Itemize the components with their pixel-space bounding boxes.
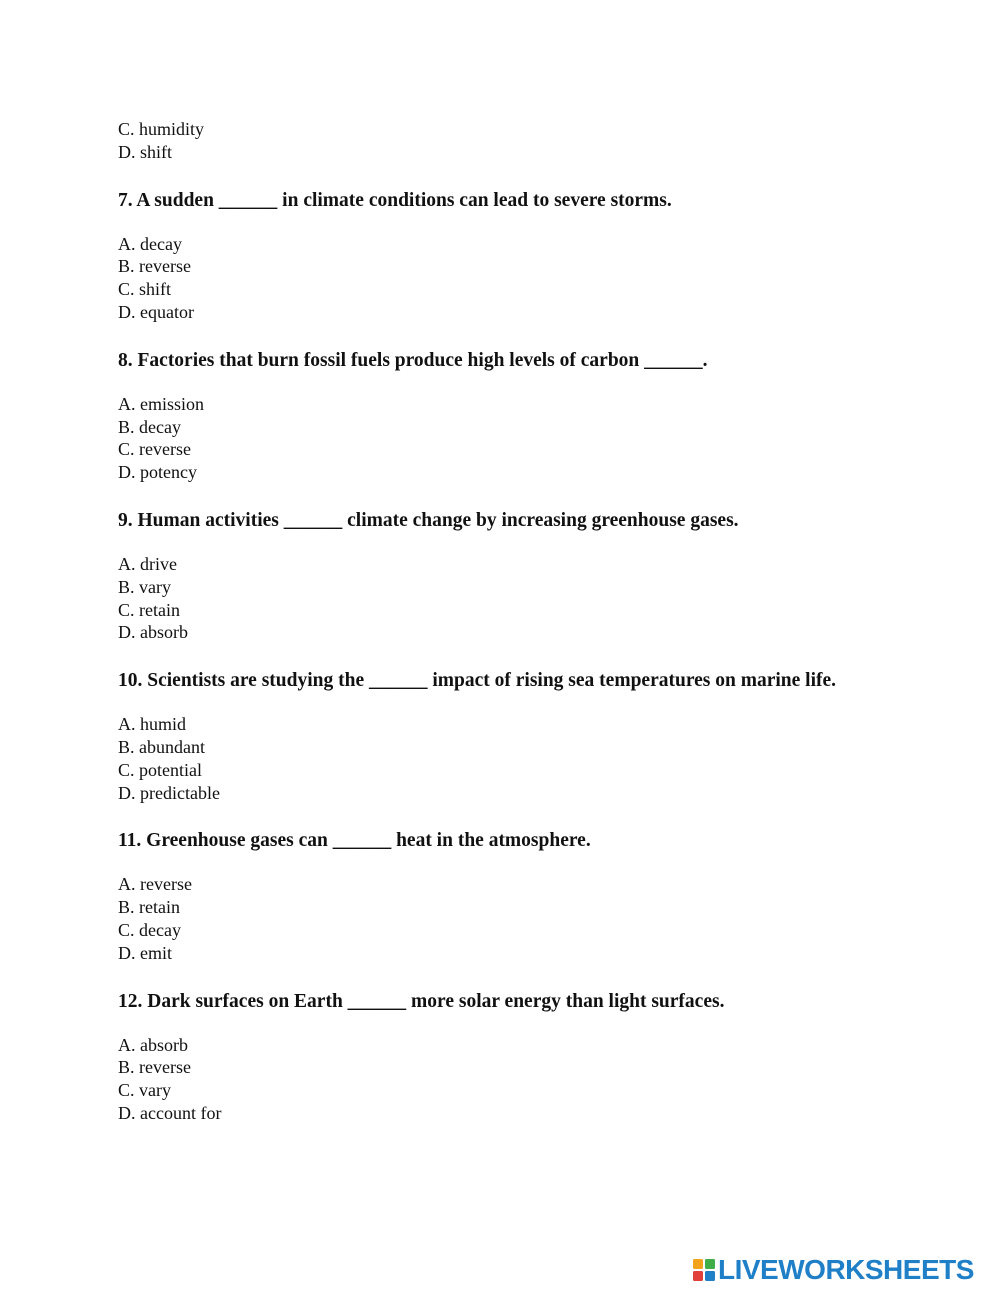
question-text: 8. Factories that burn fossil fuels produce high levels of carbon ______. <box>118 349 708 371</box>
question-text: 9. Human activities ______ climate change by increasing greenhouse gases. <box>118 509 739 531</box>
option-d: D. account for <box>118 1102 222 1123</box>
question-text: 7. A sudden ______ in climate conditions can lead to severe storms. <box>118 189 672 211</box>
option-c: C. reverse <box>118 439 191 460</box>
question-text: 11. Greenhouse gases can ______ heat in the atmosphere. <box>118 830 591 852</box>
option-a: A. humid <box>118 714 187 735</box>
option-text: D. shift <box>118 141 172 162</box>
option-b: B. decay <box>118 416 181 437</box>
answer-options <box>118 873 878 964</box>
option-b: B. reverse <box>118 256 191 277</box>
question-7 <box>118 188 878 324</box>
question-12 <box>118 989 878 1125</box>
option-c: C. decay <box>118 919 181 940</box>
option-a: A. drive <box>118 553 177 574</box>
liveworksheets-logo <box>693 1255 974 1285</box>
option-d: D. potency <box>118 462 197 483</box>
worksheet-page <box>118 118 878 1125</box>
answer-options <box>118 713 878 804</box>
question-8 <box>118 348 878 484</box>
answer-options <box>118 1034 878 1125</box>
liveworksheets-logo-icon <box>693 1259 715 1281</box>
option-b: B. retain <box>118 897 180 918</box>
question-10 <box>118 668 878 804</box>
option-c: C. potential <box>118 759 202 780</box>
question-11 <box>118 828 878 964</box>
option-d: D. predictable <box>118 782 220 803</box>
option-a: A. decay <box>118 233 182 254</box>
answer-options <box>118 553 878 644</box>
leading-options <box>118 118 878 164</box>
option-c: C. retain <box>118 599 180 620</box>
question-9 <box>118 508 878 644</box>
question-text: 10. Scientists are studying the ______ impact of rising sea temperatures on marine life. <box>118 670 837 692</box>
option-d: D. equator <box>118 301 194 322</box>
answer-options <box>118 233 878 324</box>
option-a: A. emission <box>118 393 205 414</box>
brand-name: LIVEWORKSHEETS <box>718 1254 974 1285</box>
option-text: C. humidity <box>118 119 205 139</box>
option-a: A. reverse <box>118 874 192 895</box>
option-b: B. reverse <box>118 1057 191 1078</box>
option-c: C. shift <box>118 279 172 300</box>
option-b: B. vary <box>118 576 171 597</box>
option-c: C. vary <box>118 1080 171 1101</box>
option-d: D. absorb <box>118 622 188 643</box>
option-b: B. abundant <box>118 736 205 757</box>
option-a: A. absorb <box>118 1034 188 1055</box>
answer-options <box>118 393 878 484</box>
option-d: D. emit <box>118 942 172 963</box>
question-text: 12. Dark surfaces on Earth ______ more solar energy than light surfaces. <box>118 990 725 1012</box>
